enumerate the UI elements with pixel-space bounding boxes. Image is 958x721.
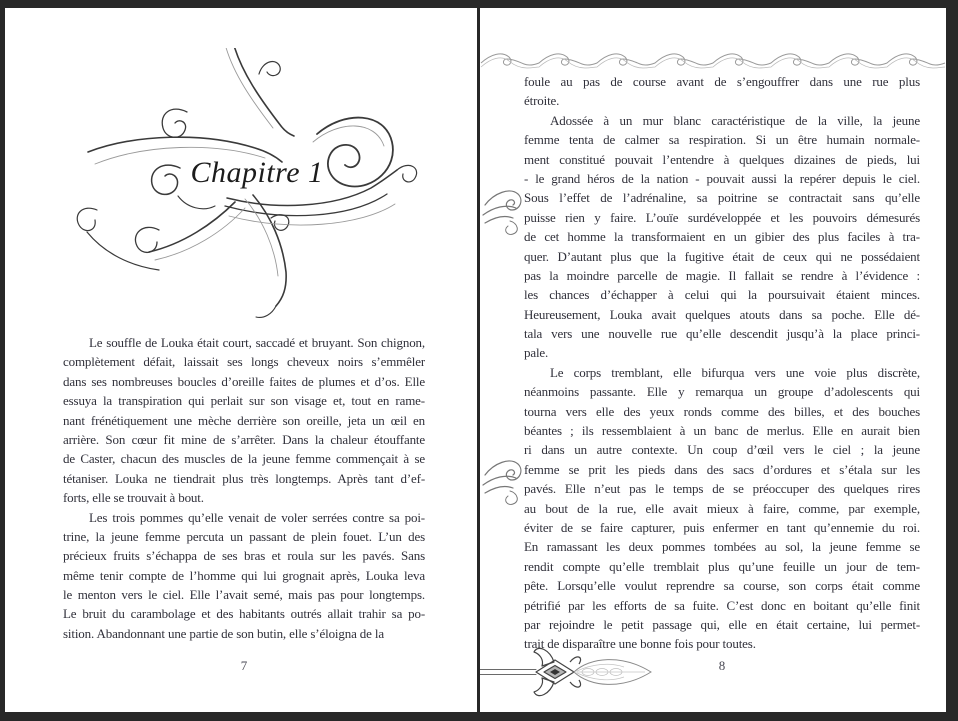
text-line: tourna vers elle des yeux ronds comme des billes, et des bouches [524, 403, 920, 419]
text-line: ri dans un autre contexte. Un coup d’œil vers le ciel ; la jeune [524, 442, 920, 458]
paragraph [63, 333, 425, 508]
chapter-flourish-ornament [75, 48, 467, 324]
text-line: rendit compte qu’elle tremblait plus qu’une feuille un jour de tem- [524, 558, 920, 574]
paragraph [524, 363, 920, 654]
chapter-title: Chapitre 1 [190, 156, 324, 189]
wind-curl-icon [482, 185, 526, 241]
text-line: au bout de la rue, elle avait mieux à faire, comme, par exemple, [524, 500, 920, 516]
text-line: béantes ; ils ressemblaient à un banc de merlus. Elle en aurait bien [524, 423, 920, 439]
text-line: sition. Abandonnant une partie de son butin, elle s’éloigna de la [63, 625, 384, 641]
text-line: tétaniser. Louka ne tiendrait plus très longtemps. Après tant d’ef- [63, 470, 425, 486]
text-line: par rejoindre le petit passage qui, elle en était certaine, lui permet- [524, 616, 920, 632]
text-line: puisse rien y faire. L’ouïe surdéveloppée et les pouvoirs démesurés [524, 209, 920, 225]
text-line: - le grand héros de la nation - pouvait aussi la repérer depuis le ciel. [524, 170, 920, 186]
text-line: de Caster, chacun des muscles de la jeune femme commençait à se [63, 451, 425, 467]
text-line: pas la moindre parcelle de magie. Il fallait se rendre à l’évidence : [524, 267, 920, 283]
right-page [480, 8, 946, 712]
text-line: forts, elle se trouvait à bout. [63, 490, 204, 506]
text-line: pétrifié par les efforts de sa fuite. C’est donc en boitant qu’elle finit [524, 597, 920, 613]
text-line: pête. Lorsqu’elle voulut reprendre sa course, son corps était comme [524, 578, 920, 594]
text-line: En ramassant les deux pommes tombées au sol, la jeune femme se [524, 539, 920, 555]
right-page-number: 8 [718, 658, 726, 673]
paragraph [524, 72, 920, 111]
text-line: pavés. Elle n’eut pas le temps de se préoccuper des quelques rires [524, 481, 920, 497]
text-line: essuya la transpiration qui perlait sur son visage et, tout en rame- [63, 393, 425, 409]
text-line: femme se prit les pieds dans des sacs d’ordures et s’étala sur les [524, 461, 920, 477]
text-line: ment constitué pouvait l’entendre à quelques dizaines de pieds, lui [524, 151, 920, 167]
text-line: néanmoins passante. Elle y remarqua un groupe d’adolescents qui [524, 384, 920, 400]
text-line: foule au pas de course avant de s’engouffrer dans une rue plus [524, 74, 920, 89]
paragraph [63, 508, 425, 644]
paragraph [524, 111, 920, 363]
text-line: complètement défait, laissait ses longs cheveux noirs s’emmêler [63, 354, 425, 370]
text-line: Le corps tremblant, elle bifurqua vers une voie plus discrète, [550, 364, 920, 380]
left-page [5, 8, 477, 712]
text-line: précieux fruits s’échappa de ses bras et roula sur les pavés. Sans [63, 548, 425, 564]
text-line: même tenir compte de l’homme qui lui grognait après, Louka leva [63, 567, 425, 583]
text-line: trait de disparaître une bonne fois pour toutes. [524, 636, 756, 652]
text-line: femme tenta de calmer sa respiration. Si un être humain normale- [524, 132, 920, 148]
left-page-text [63, 333, 425, 643]
text-line: arrière. Son cœur fit mine de s’arrêter. Dans la chaleur étouffante [63, 431, 425, 447]
text-line: Sous l’effet de l’adrénaline, sa poitrine se contractait sans qu’elle [524, 190, 920, 206]
right-page-text [524, 72, 920, 654]
text-line: Les trois pommes qu’elle venait de voler serrées contre sa poi- [89, 509, 425, 525]
text-line: nant frénétiquement une mèche derrière son oreille, jeta un œil en [63, 412, 425, 428]
wind-curl-icon [482, 455, 526, 511]
text-line: étroite. [524, 93, 560, 109]
text-line: pale. [524, 345, 549, 361]
text-line: trine, la jeune femme percuta un passant de plein fouet. L’un des [63, 528, 425, 544]
text-line: le menton vers le ciel. Elle l’avait semé, mais pas pour longtemps. [63, 587, 425, 603]
text-line: éviter de se faire capturer, puis enfermer en tant qu’ennemie du roi. [524, 519, 920, 535]
text-line: quer. D’autant plus que la fugitive était de ceux qui ne possédaient [524, 248, 920, 264]
text-line: Le souffle de Louka était court, saccadé et bruyant. Son chignon, [89, 335, 425, 350]
text-line: les chances d’échapper à celui qui la poursuivait étaient minces. [524, 287, 920, 303]
text-line: de cet homme la transformaient en un gibier des plus faciles à tra- [524, 229, 920, 245]
text-line: Heureusement, Louka avait quelques atouts dans sa poche. Elle dé- [524, 306, 920, 322]
wave-border-icon [480, 48, 946, 72]
text-line: Le bruit du carambolage et des habitants outrés allait trahir sa po- [63, 606, 425, 622]
text-line: dans ses nombreuses boucles d’oreille faites de plumes et d’os. Elle [63, 373, 425, 389]
text-line: Adossée à un mur blanc caractéristique de la ville, la jeune [550, 112, 920, 128]
text-line: tala vers une nouvelle rue qu’elle descendit jusqu’à la place princi- [524, 326, 920, 342]
left-page-number: 7 [240, 658, 248, 673]
